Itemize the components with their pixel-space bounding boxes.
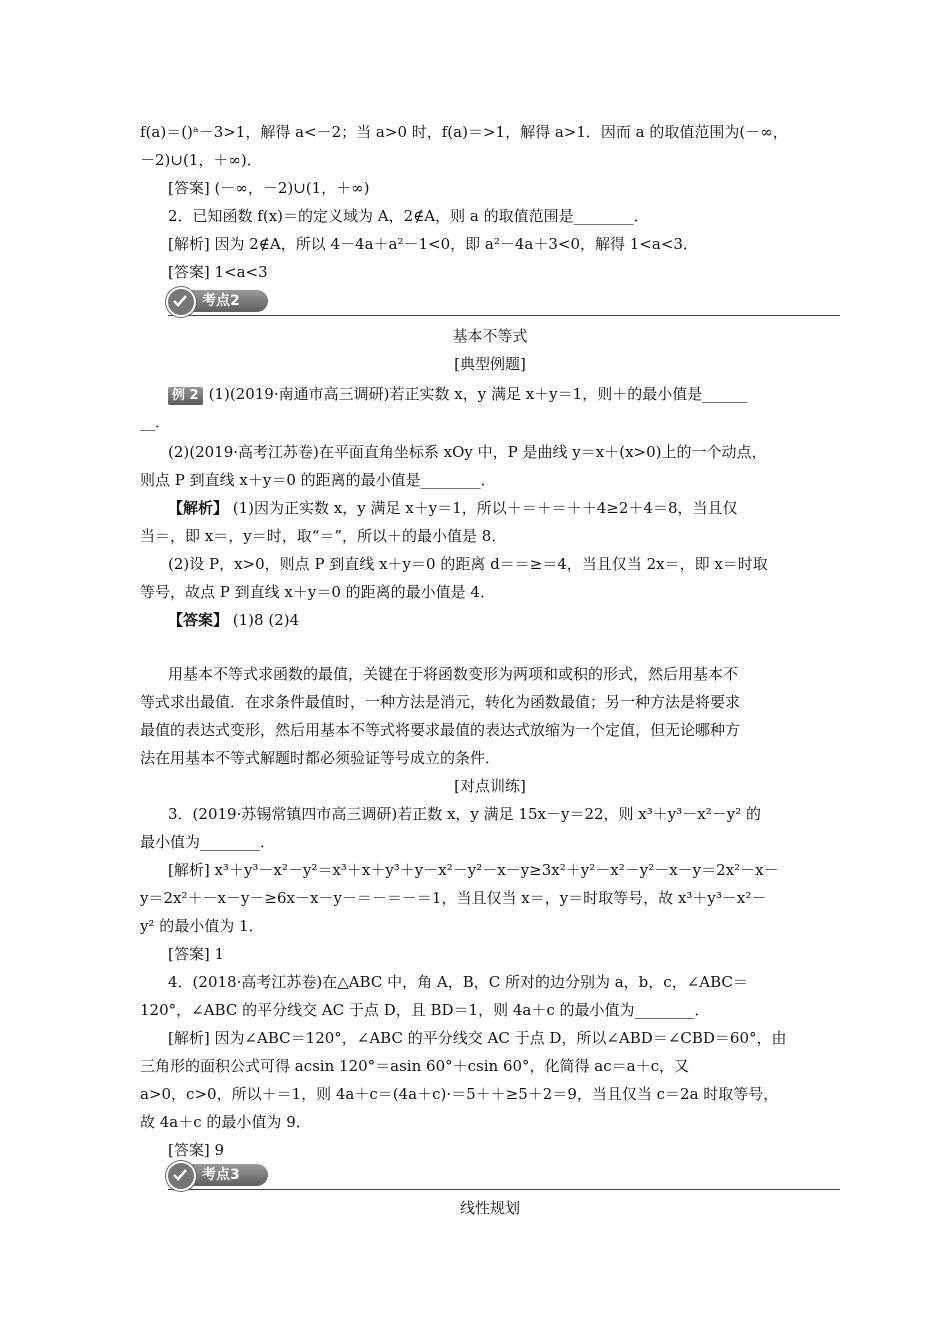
- text-line: (2)(2019·高考江苏卷)在平面直角坐标系 xOy 中，P 是曲线 y＝x＋(x>0)上的一个动点，: [168, 443, 767, 461]
- section-title: 线性规划: [459, 1199, 520, 1217]
- analysis-line: y＝2x²＋－x－y－≥6x－x－y－＝－＝－＝1，当且仅当 x＝，y＝时取等号，故 x³＋y³－x²－: [140, 889, 767, 907]
- answer-line: [答案] 9: [168, 1141, 225, 1159]
- answer-text: (1)8 (2)4: [228, 611, 300, 629]
- analysis-label: 【解析】: [168, 499, 229, 517]
- text-line: 当＝，即 x＝，y＝时，取“＝”，所以＋的最小值是 8．: [140, 527, 507, 545]
- example-tag: 例 2: [168, 387, 203, 405]
- answer-line: [答案] (－∞，－2)∪(1，＋∞): [168, 179, 370, 197]
- answer-line: [答案] 1<a<3: [168, 263, 268, 281]
- analysis-line: [168, 498, 840, 518]
- question-line: 4．(2018·高考江苏卷)在△ABC 中，角 A，B，C 所对的边分别为 a，b，c，∠ABC＝: [168, 973, 748, 991]
- text-line: f(a)＝()ᵃ－3>1，解得 a<－2；当 a>0 时，f(a)＝>1，解得 a>1．因而 a 的取值范围为(－∞，: [140, 123, 788, 141]
- section-header: [140, 1162, 840, 1192]
- answer-label: 【答案】: [168, 611, 229, 629]
- section-header: [140, 288, 840, 318]
- analysis-line: 三角形的面积公式可得 acsin 120°＝asin 60°＋csin 60°，化简得 ac＝a＋c，又: [140, 1057, 689, 1075]
- analysis-line: y² 的最小值为 1．: [140, 917, 264, 935]
- analysis-line: [解析] x³＋y³－x²－y²＝x³＋x＋y³＋y－x²－y²－x－y≥3x²＋y²－x²－y²－x－y＝2x²－x－: [168, 861, 779, 879]
- section-badge-label: 考点2: [202, 293, 240, 309]
- section-subtitle: [典型例题]: [454, 355, 526, 373]
- question-line: 2．已知函数 f(x)＝的定义域为 A，2∉A，则 a 的取值范围是________．: [168, 207, 649, 225]
- text-line: 则点 P 到直线 x＋y＝0 的距离的最小值是________．: [140, 471, 496, 489]
- section-badge-label: 考点3: [202, 1167, 240, 1183]
- analysis-line: 故 4a＋c 的最小值为 9．: [140, 1113, 311, 1131]
- analysis-line: a>0，c>0，所以＋＝1，则 4a＋c＝(4a＋c)·＝5＋＋≥5＋2＝9，当且仅当 c＝2a 时取等号，: [140, 1085, 779, 1103]
- check-icon: [166, 1161, 196, 1191]
- question-line: 最小值为________．: [140, 833, 276, 851]
- summary-line: 最值的表达式变形，然后用基本不等式将要求最值的表达式放缩为一个定值，但无论哪种方: [140, 721, 741, 739]
- text-line: －2)∪(1，＋∞)．: [140, 151, 262, 169]
- answer-line: [答案] 1: [168, 945, 225, 963]
- analysis-line: [解析] 因为∠ABC＝120°，∠ABC 的平分线交 AC 于点 D，所以∠ABD＝∠CBD＝60°，由: [168, 1029, 787, 1047]
- section-rule: [168, 1189, 840, 1190]
- analysis-text: (1)因为正实数 x，y 满足 x＋y＝1，所以＋＝＋＝＋＋4≥2＋4＝8，当且仅: [228, 499, 738, 517]
- example-text: (1)(2019·南通市高三调研)若正实数 x，y 满足 x＋y＝1，则＋的最小值是______: [208, 385, 748, 403]
- training-title: [对点训练]: [454, 777, 526, 795]
- section-rule: [168, 315, 840, 316]
- question-line: 120°，∠ABC 的平分线交 AC 于点 D，且 BD＝1，则 4a＋c 的最小值为________．: [140, 1001, 710, 1019]
- analysis-line: [解析] 因为 2∉A，所以 4－4a＋a²－1<0，即 a²－4a＋3<0，解得 1<a<3．: [168, 235, 698, 253]
- text-line: 等号，故点 P 到直线 x＋y＝0 的距离的最小值是 4．: [140, 583, 495, 601]
- check-icon: [166, 287, 196, 317]
- answer-line: [168, 610, 840, 630]
- summary-line: 等式求出最值．在求条件最值时，一种方法是消元，转化为函数最值；另一种方法是将要求: [140, 693, 741, 711]
- text-line: (2)设 P，x>0，则点 P 到直线 x＋y＝0 的距离 d＝＝≥＝4，当且仅当 2x＝，即 x＝时取: [168, 555, 768, 573]
- summary-line: 法在用基本不等式解题时都必须验证等号成立的条件．: [140, 749, 501, 767]
- text-line: __．: [140, 413, 171, 431]
- section-title: 基本不等式: [452, 327, 528, 345]
- summary-line: 用基本不等式求函数的最值，关键在于将函数变形为两项和或积的形式，然后用基本不: [168, 665, 739, 683]
- question-line: 3．(2019·苏锡常镇四市高三调研)若正数 x，y 满足 15x－y＝22，则 x³＋y³－x²－y² 的: [168, 805, 761, 823]
- example-line: [168, 384, 840, 405]
